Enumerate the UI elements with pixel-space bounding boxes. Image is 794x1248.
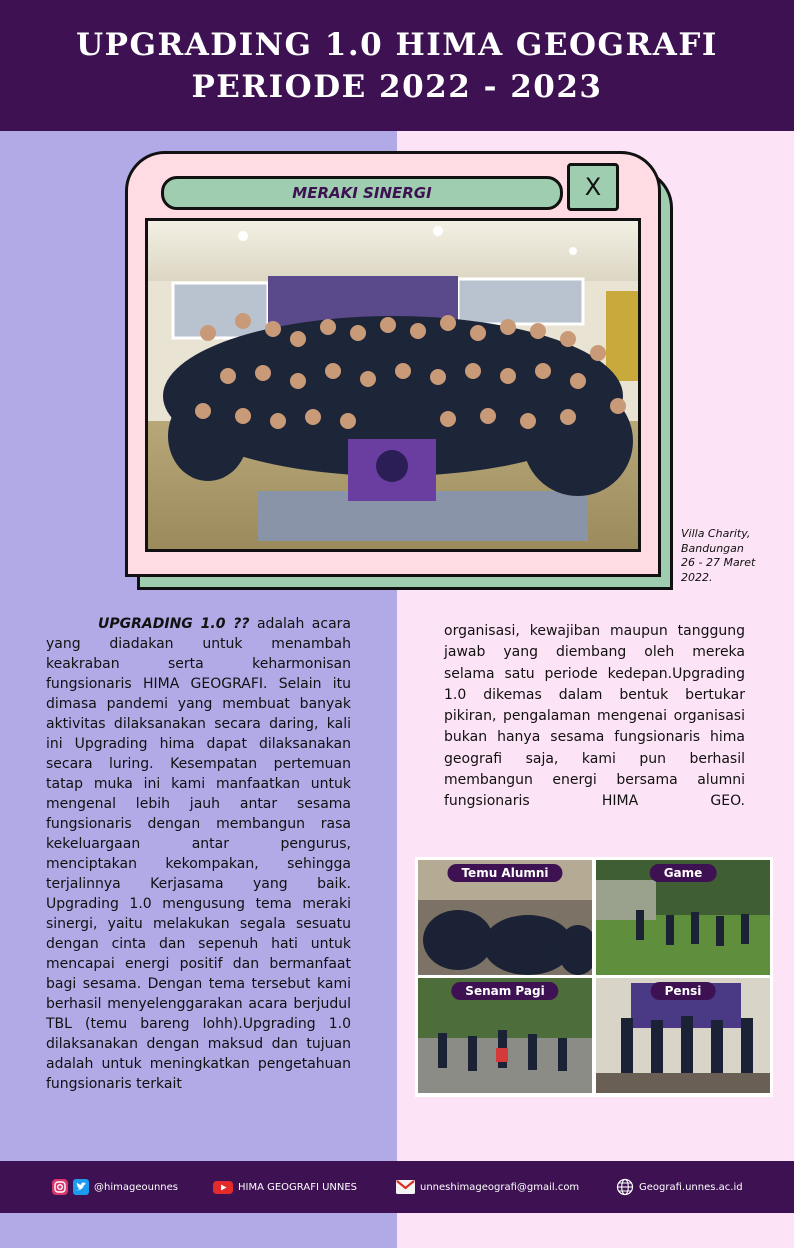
window-title: MERAKI SINERGI — [292, 184, 432, 202]
gallery-tile-senam-pagi — [418, 978, 592, 1093]
globe-icon — [616, 1178, 634, 1196]
youtube-channel[interactable] — [213, 1161, 357, 1213]
article-left-column — [46, 614, 351, 1094]
window-title-bar — [161, 176, 563, 210]
caption-line-1: Villa Charity, — [681, 527, 751, 540]
caption-line-2: Bandungan — [681, 541, 744, 555]
social-handle-text: @himageounnes — [94, 1181, 178, 1193]
title-line-1: UPGRADING 1.0 HIMA GEOGRAFI — [76, 26, 718, 63]
title-line-2: PERIODE 2022 - 2023 — [191, 68, 603, 105]
gallery-tile-temu-alumni — [418, 860, 592, 975]
caption-line-3: 26 - 27 Maret — [681, 556, 756, 569]
twitter-icon — [73, 1179, 89, 1195]
social-handle[interactable] — [52, 1161, 178, 1213]
caption-line-4: 2022. — [681, 570, 713, 584]
gallery-label-pensi: Pensi — [651, 982, 716, 1000]
gallery-label-temu-alumni: Temu Alumni — [447, 864, 562, 882]
website-text: Geografi.unnes.ac.id — [639, 1181, 743, 1193]
page-header — [0, 0, 794, 131]
group-photo-image — [148, 221, 638, 549]
youtube-channel-text: HIMA GEOGRAFI UNNES — [238, 1181, 358, 1193]
article-left-body: adalah acara yang diadakan untuk menambah keakraban serta keharmonisan fungsionaris HIMA GEOGRAFI. Selain itu dimasa pandemi yang membuat banyak aktivitas dilaksanakan secara daring, kali ini Upgrading hima dapat dilaksanakan secara luring. Kesempatan pertemuan tatap muka ini kami manfaatkan untuk mengenal lebih jauh antar sesama fungsionaris dengan membangun rasa kekeluargaan antar pengurus, menciptakan kekompakan, sehingga terjalinnya Kerjasama yang baik. Upgrading 1.0 mengusung tema meraki sinergi, yaitu melakukan segala sesuatu dengan cinta dan sepenuh hati untuk mencapai energi positif dan bermanfaat bagi sesama. Dengan tema tersebut kami berhasil menyelenggarakan acara berjudul TBL (temu bareng lohh).Upgrading 1.0 dilaksanakan dengan maksud dan tujuan adalah untuk meningkatkan pengetahuan fungsionaris terkait — [46, 616, 351, 1092]
photo-caption — [681, 527, 755, 585]
gallery-tile-game — [596, 860, 770, 975]
photo-gallery — [415, 857, 773, 1097]
group-photo — [145, 218, 641, 552]
instagram-icon — [52, 1179, 68, 1195]
mail-icon — [396, 1179, 415, 1195]
website-link[interactable] — [616, 1161, 743, 1213]
article-right-column: organisasi, kewajiban maupun tanggung jawab yang diembang oleh mereka selama satu periode kedepan.Upgrading 1.0 dikemas dalam bentuk bertukar pikiran, pengalaman mengenai organisasi bukan hanya sesama fungsionaris hima geografi saja, kami pun berhasil membangun energi bersama alumni fungsionaris HIMA GEO. — [444, 623, 745, 810]
gallery-label-game: Game — [650, 864, 717, 882]
close-button[interactable] — [567, 163, 619, 211]
close-icon: X — [584, 173, 602, 201]
gallery-label-senam-pagi: Senam Pagi — [451, 982, 558, 1000]
email-text: unneshimageografi@gmail.com — [420, 1181, 580, 1193]
page-footer — [0, 1161, 794, 1213]
gallery-tile-pensi — [596, 978, 770, 1093]
youtube-icon — [213, 1179, 233, 1195]
article-lead: UPGRADING 1.0 ?? — [98, 616, 250, 632]
email-contact[interactable] — [396, 1161, 579, 1213]
